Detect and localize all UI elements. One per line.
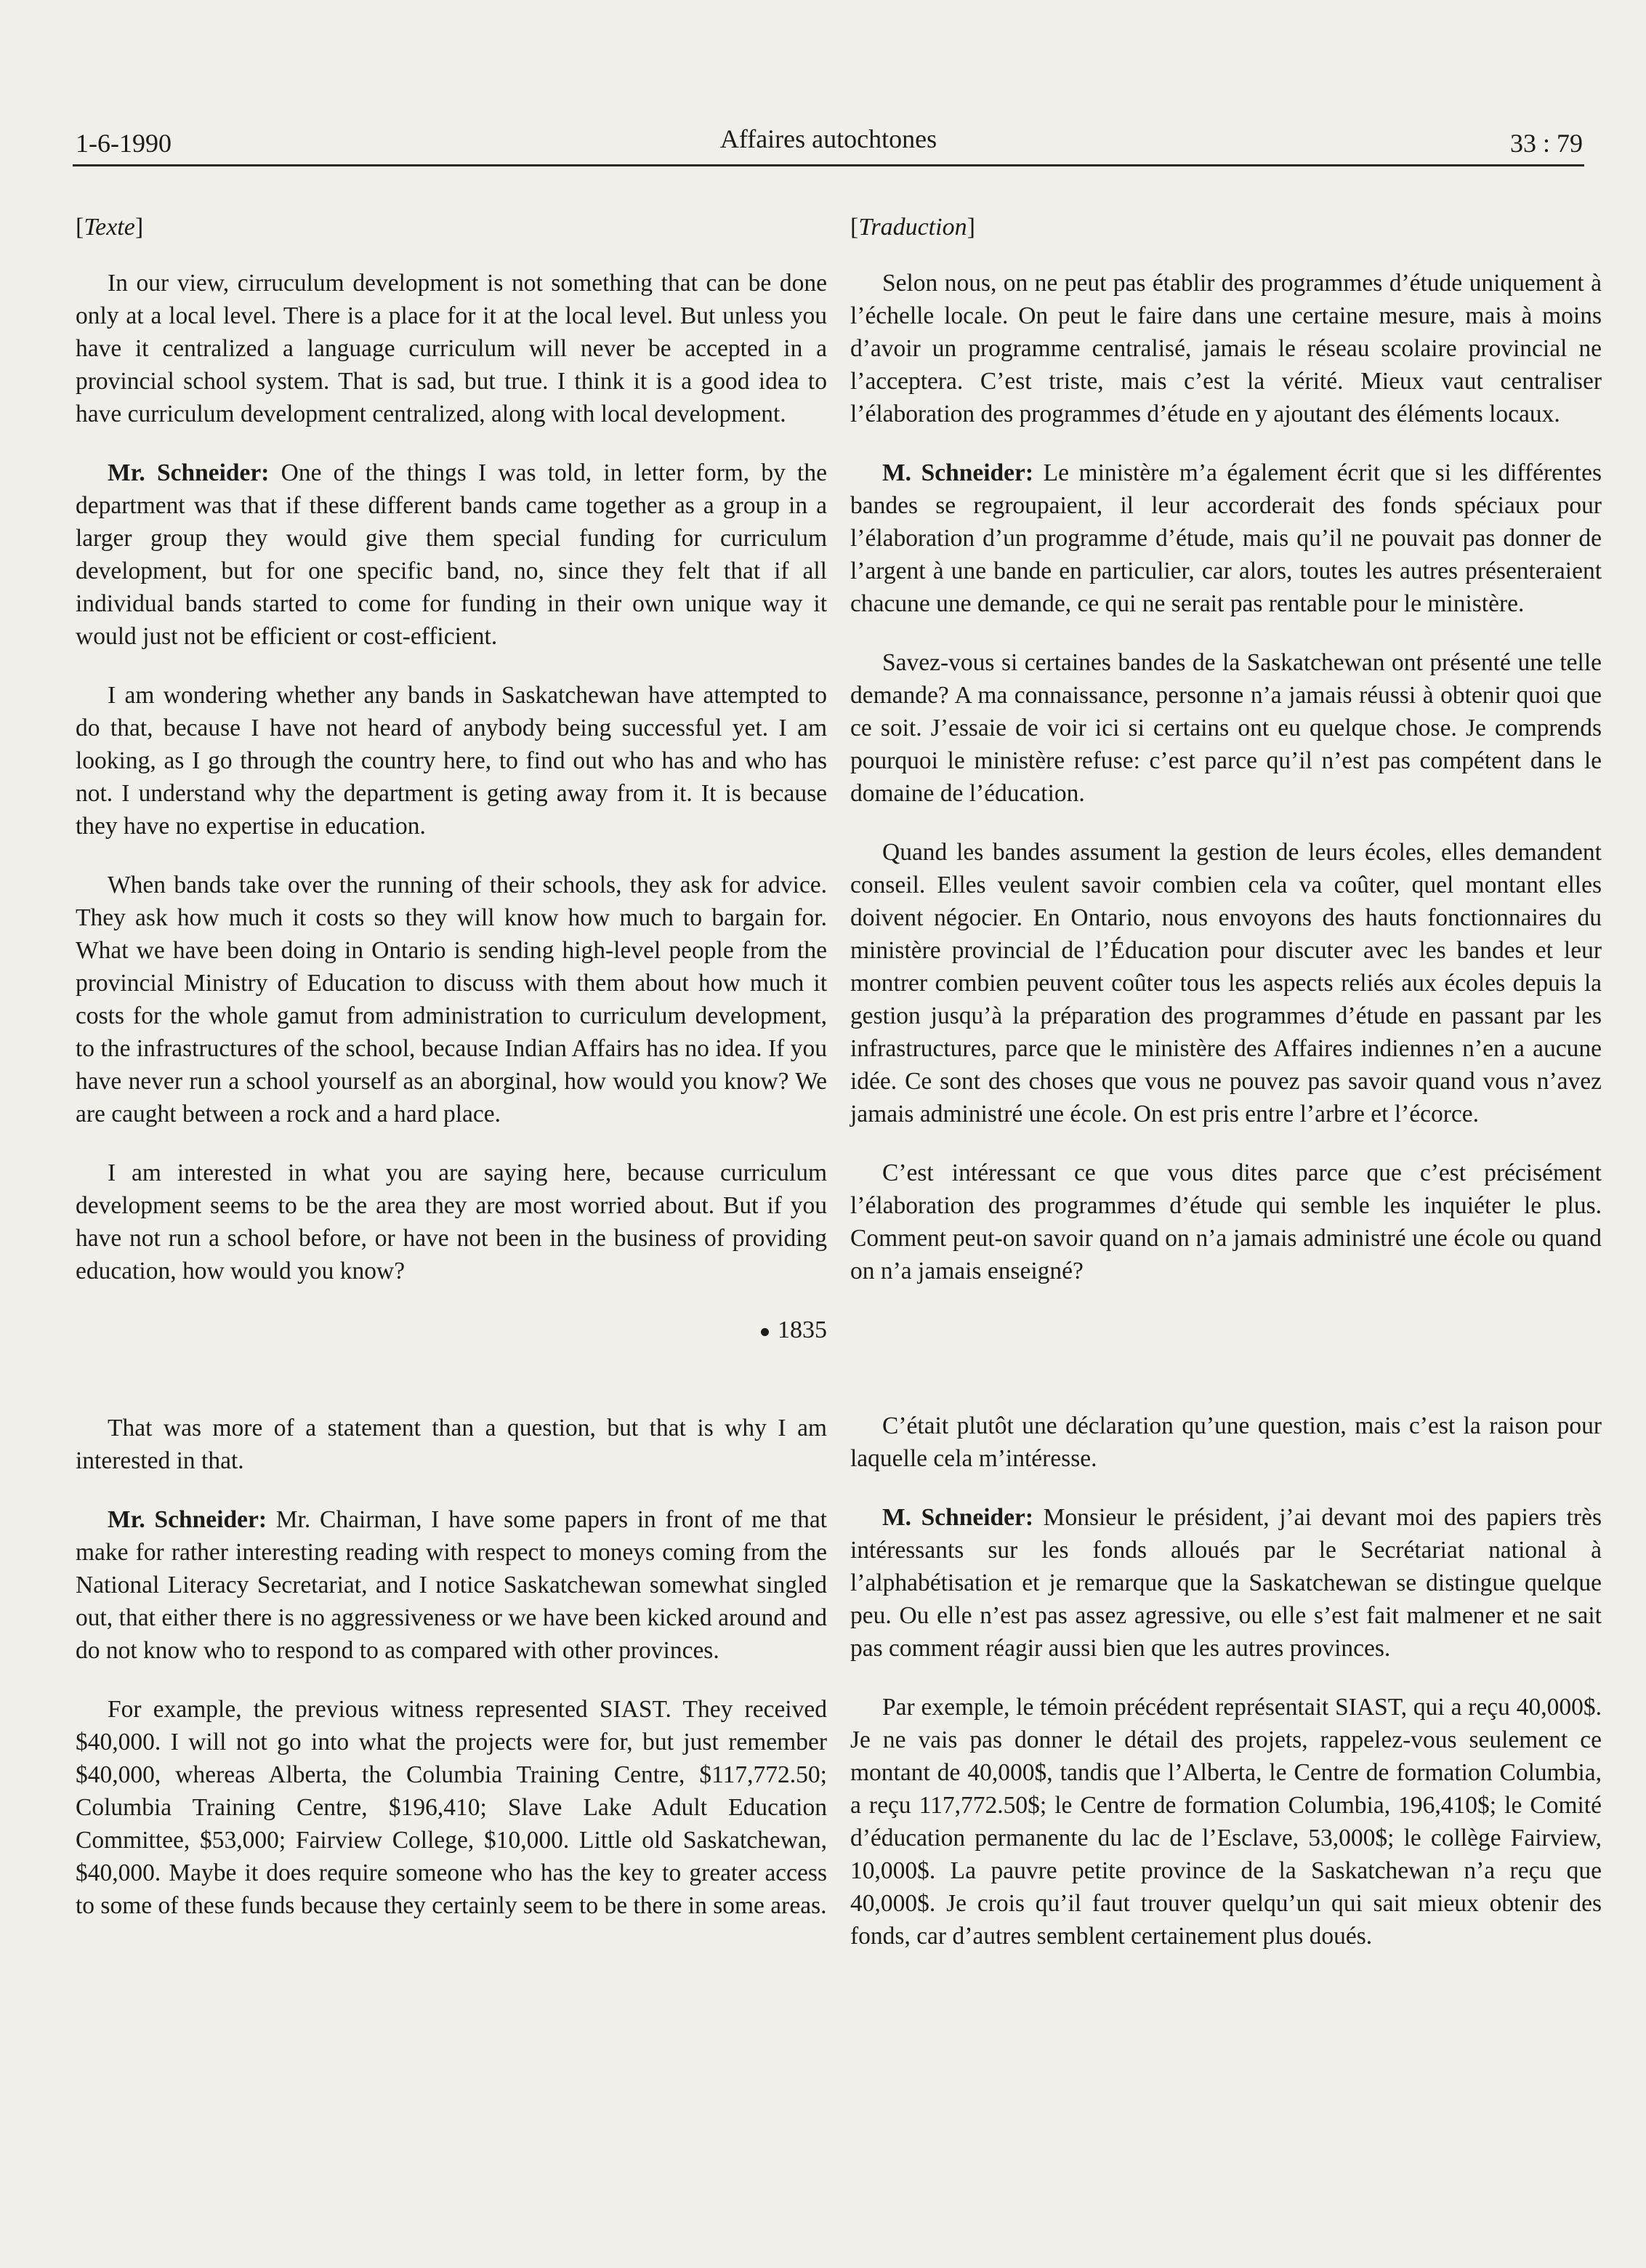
page-header: [73, 124, 1584, 166]
paragraph: For example, the previous witness represented SIAST. They received $40,000. I will not go into what the projects were for, but just remember $40,000, whereas Alberta, the Columbia Training Centre, $117,772.50; Columbia Training Centre, $196,410; Slave Lake Adult Education Committee, $53,000; Fairview College, $10,000. Little old Saskatchewan, $40,000. Maybe it does require someone who has the key to greater access to some of these funds because they certainly seem to be there in some areas.: [76, 1696, 827, 1919]
column-label: [Texte]: [76, 214, 144, 241]
timestamp: 1835: [76, 1314, 827, 1346]
paragraph: That was more of a statement than a question, but that is why I am interested in that.: [76, 1415, 827, 1474]
column-label: [Traduction]: [850, 214, 975, 241]
column-spacer: [850, 1314, 1602, 1410]
speaker-name: Mr. Schneider:: [108, 1506, 267, 1533]
french-column: [850, 211, 1602, 1979]
paragraph: C’est intéressant ce que vous dites parce que c’est précisément l’élaboration des programmes d’étude qui semble les inquiéter le plus. Comment peut-on savoir quand on n’a jamais administré une école ou quand on n’a jamais enseigné?: [850, 1159, 1602, 1284]
paragraph: Quand les bandes assument la gestion de leurs écoles, elles demandent conseil. Elles veulent savoir combien cela va coûter, quel montant elles doivent négocier. En Ontario, nous envoyons des hauts fonctionnaires du ministère provincial de l’Éducation pour discuter avec les bandes et leur montrer combien peuvent coûter tous les aspects reliés aux écoles depuis la gestion jusqu’à la préparation des programmes d’étude en passant par les infrastructures, parce que le ministère des Affaires indiennes n’en a aucune idée. Ce sont des choses que vous ne pouvez pas savoir quand vous n’avez jamais administré une école. On est pris entre l’arbre et l’écorce.: [850, 839, 1602, 1127]
header-date: 1-6-1990: [76, 129, 172, 158]
paragraph: M. Schneider: Monsieur le président, j’ai devant moi des papiers très intéressants sur les fonds alloués par le Secrétariat national à l’alphabétisation et je remarque que la Saskatchewan se distingue quelque peu. Ou elle n’est pas assez agressive, ou elle s’est fait malmener et ne sait pas comment réagir aussi bien que les autres provinces.: [850, 1504, 1602, 1662]
speaker-name: M. Schneider:: [882, 459, 1034, 486]
paragraph: In our view, cirruculum development is not something that can be done only at a local level. There is a place for it at the local level. But unless you have it centralized a language curriculum will never be accepted in a provincial school system. That is sad, but true. I think it is a good idea to have curriculum development centralized, along with local development.: [76, 270, 827, 427]
header-title: Affaires autochtones: [719, 124, 937, 153]
paragraph: Par exemple, le témoin précédent représentait SIAST, qui a reçu 40,000$. Je ne vais pas donner le détail des projets, rappelez-vous seulement ce montant de 40,000$, tandis que l’Alberta, le Centre de formation Columbia, a reçu 117,772.50$; le Centre de formation Columbia, 196,410$; le Comité d’éducation permanente du lac de l’Esclave, 53,000$; le collège Fairview, 10,000$. La pauvre petite province de la Saskatchewan n’a reçu que 40,000$. Je crois qu’il faut trouver quelqu’un qui sait mieux obtenir des fonds, car d’autres semblent certainement plus doués.: [850, 1694, 1602, 1950]
paragraph: I am wondering whether any bands in Saskatchewan have attempted to do that, because I have not heard of anybody being successful yet. I am looking, as I go through the country here, to find out who has and who has not. I understand why the department is geting away from it. It is because they have no expertise in education.: [76, 682, 827, 840]
paragraph: M. Schneider: Le ministère m’a également écrit que si les différentes bandes se regroupaient, il leur accorderait des fonds spéciaux pour l’élaboration d’un programme d’étude, mais qu’il ne pouvait pas donner de l’argent à une bande en particulier, car alors, toutes les autres présenteraient chacune une demande, ce qui ne serait pas rentable pour le ministère.: [850, 459, 1602, 617]
paragraph: I am interested in what you are saying here, because curriculum development seems to be the area they are most worried about. But if you have not run a school before, or have not been in the business of providing education, how would you know?: [76, 1159, 827, 1284]
bullet-icon: [761, 1328, 769, 1336]
speaker-name: Mr. Schneider:: [108, 459, 270, 486]
paragraph: When bands take over the running of their schools, they ask for advice. They ask how much it costs so they will know how much to bargain for. What we have been doing in Ontario is sending high-level people from the provincial Ministry of Education to discuss with them about how much it costs for the whole gamut from administration to curriculum development, to the infrastructures of the school, because Indian Affairs has no idea. If you have never run a school yourself as an aborginal, how would you know? We are caught between a rock and a hard place.: [76, 872, 827, 1127]
paragraph: C’était plutôt une déclaration qu’une question, mais c’est la raison pour laquelle cela m’intéresse.: [850, 1412, 1602, 1472]
english-column: [76, 211, 827, 1948]
header-page-number: 33 : 79: [1509, 129, 1583, 158]
paragraph: Mr. Schneider: One of the things I was told, in letter form, by the department was that if these different bands came together as a group in a larger group they would give them special funding for curriculum development, but for one specific band, no, since they felt that if all individual bands started to come for funding in their own unique way it would just not be efficient or cost-efficient.: [76, 459, 827, 650]
paragraph: Selon nous, on ne peut pas établir des programmes d’étude uniquement à l’échelle locale. On peut le faire dans une certaine mesure, mais à moins d’avoir un programme centralisé, jamais le réseau scolaire provincial ne l’acceptera. C’est triste, mais c’est la vérité. Mieux vaut centraliser l’élaboration des programmes d’étude en y ajoutant des éléments locaux.: [850, 270, 1602, 427]
speaker-name: M. Schneider:: [882, 1504, 1034, 1531]
paragraph: Mr. Schneider: Mr. Chairman, I have some papers in front of me that make for rather interesting reading with respect to moneys coming from the National Literacy Secretariat, and I notice Saskatchewan somewhat singled out, that either there is no aggressiveness or we have been kicked around and do not know who to respond to as compared with other provinces.: [76, 1506, 827, 1664]
paragraph: Savez-vous si certaines bandes de la Saskatchewan ont présenté une telle demande? A ma connaissance, personne n’a jamais réussi à obtenir quoi que ce soit. J’essaie de voir ici si certains ont eu quelque chose. Je comprends pourquoi le ministère refuse: c’est parce qu’il n’est pas compétent dans le domaine de l’éducation.: [850, 649, 1602, 807]
